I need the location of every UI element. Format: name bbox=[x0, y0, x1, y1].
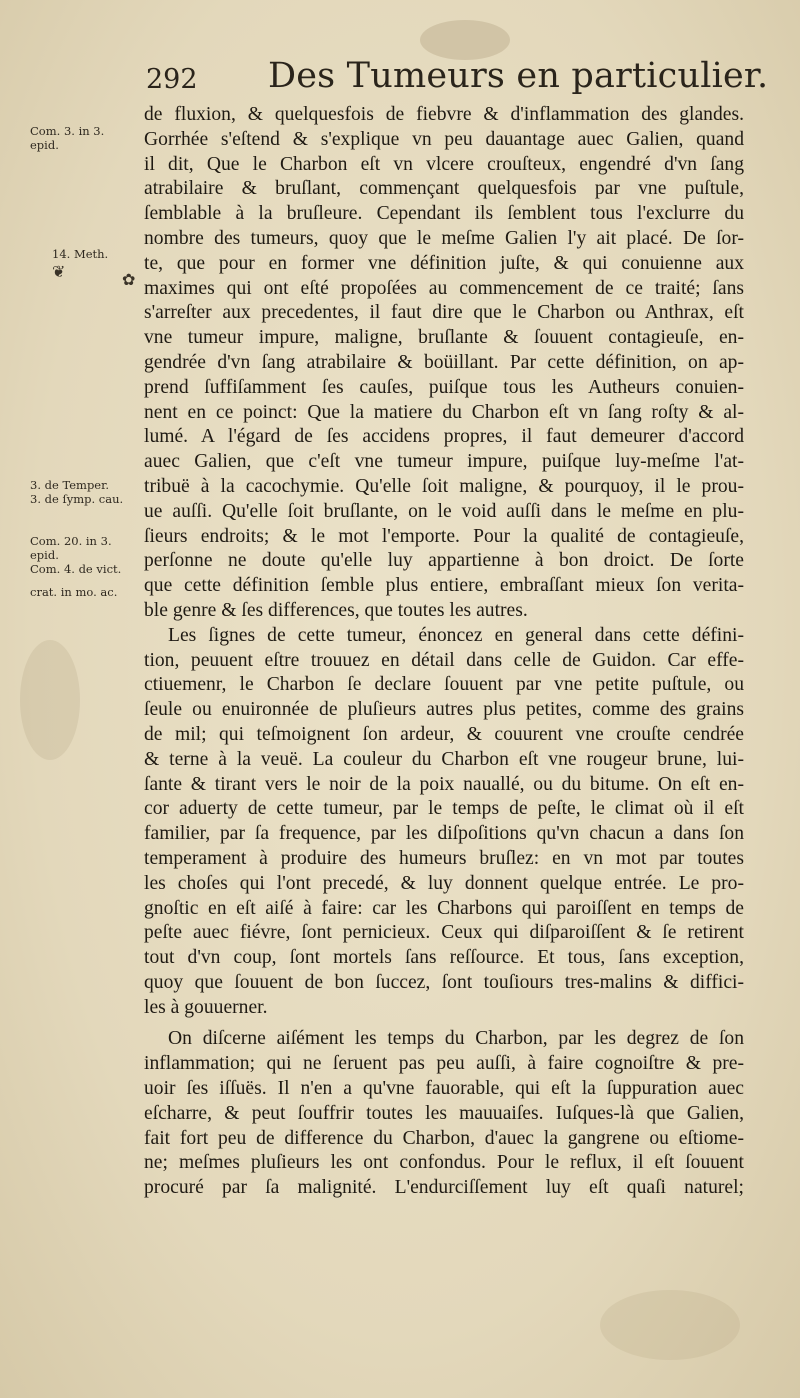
text-line: nent en ce poinct: Que la matiere du Charbon eſt vn ſang roſty & al- bbox=[144, 401, 744, 423]
text-line: atrabilaire & bruſlant, commençant quelquesfois par vne puſtule, bbox=[144, 178, 744, 200]
text-line: fait fort peu de difference du Charbon, d'auec la gangrene ou eſtiome- bbox=[144, 1127, 744, 1149]
text-line: te, que pour en former vne définition juſte, & qui conuienne aux bbox=[144, 252, 744, 274]
text-line: s'arreſter aux precedentes, il faut dire que le Charbon ou Anthrax, eſt bbox=[144, 302, 744, 324]
text-line: gnoſtic en eſt aiſé à faire: car les Charbons qui paroiſſent en temps de bbox=[144, 897, 744, 919]
paper-stain bbox=[20, 640, 80, 760]
margin-note: crat. in mo. ac. bbox=[30, 585, 118, 599]
text-line: familier, par ſa frequence, par les diſpoſitions qu'vn chacun a dans ſon bbox=[144, 823, 744, 845]
text-line: peſte auec fiévre, ſont pernicieux. Ceux qui diſparoiſſent & ſe retirent bbox=[144, 922, 744, 944]
text-line: nombre des tumeurs, quoy que le meſme Galien l'y ait placé. De ſor- bbox=[144, 227, 744, 249]
margin-note: Com. 3. in 3. bbox=[30, 124, 105, 138]
text-line: quoy que ſouuent de bon ſuccez, ſont touſiours tres-malins & diffici- bbox=[144, 971, 744, 993]
paper-stain bbox=[420, 20, 510, 60]
margin-note: 14. Meth. bbox=[52, 247, 109, 261]
text-line: il dit, Que le Charbon eſt vn vlcere crouſteux, engendré d'vn ſang bbox=[144, 153, 744, 175]
margin-note: Com. 4. de vict. bbox=[30, 562, 122, 576]
text-line: les choſes qui l'ont precedé, & luy donnent quelque entrée. Le pro- bbox=[144, 872, 744, 894]
margin-note: epid. bbox=[30, 138, 59, 152]
page-number: 292 bbox=[146, 64, 198, 95]
text-line: perſonne ne doute qu'elle luy appartienne à bon droict. De ſorte bbox=[144, 550, 744, 572]
text-line: Les ſignes de cette tumeur, énoncez en general dans cette défini- bbox=[168, 624, 744, 646]
running-title: Des Tumeurs en particulier. bbox=[268, 56, 769, 96]
text-line: que cette définition ſemble plus entiere, embraſſant mieux ſon verita- bbox=[144, 575, 744, 597]
text-line: tion, peuuent eſtre trouuez en détail dans celle de Guidon. Car effe- bbox=[144, 649, 744, 671]
margin-note: 3. de ſymp. cau. bbox=[30, 492, 124, 506]
text-line: maximes qui ont eſté propoſées au commencement de ce traité; ſans bbox=[144, 277, 744, 299]
text-line: ſemblable à la bruſleure. Cependant ils ſemblent tous l'exclurre du bbox=[144, 203, 744, 225]
text-line: ctiuemenr, le Charbon ſe declare ſouuent par vne petite puſtule, ou bbox=[144, 674, 744, 696]
margin-note: epid. bbox=[30, 548, 59, 562]
text-line: de mil; qui teſmoignent ſon ardeur, & couurent vne crouſte cendrée bbox=[144, 723, 744, 745]
text-line: cor aduerty de cette tumeur, par le temps de peſte, le climat où il eſt bbox=[144, 798, 744, 820]
ornament-mark: ✿ bbox=[122, 270, 136, 289]
text-line: procuré par ſa malignité. L'endurciſſement luy eſt quaſi naturel; bbox=[144, 1177, 744, 1199]
text-line: eſcharre, & peut ſouffrir toutes les mauuaiſes. Iuſques-là que Galien, bbox=[144, 1102, 744, 1124]
text-line: prend ſuffiſamment ſes cauſes, puiſque tous les Autheurs conuien- bbox=[144, 376, 744, 398]
text-line: gendrée d'vn ſang atrabilaire & boüillant. Par cette définition, on ap- bbox=[144, 351, 744, 373]
text-line: ſeule ou enuironnée de pluſieurs autres plus petites, comme des grains bbox=[144, 699, 744, 721]
text-line: ſieurs endroits; & le mot l'emporte. Pour la qualité de contagieuſe, bbox=[144, 525, 744, 547]
text-line: tout d'vn coup, ſont mortels ſans reſſource. Et tous, ſans exception, bbox=[144, 947, 744, 969]
margin-note: Com. 20. in 3. bbox=[30, 534, 112, 548]
text-line: lumé. A l'égard de ſes accidens propres, il faut demeurer d'accord bbox=[144, 426, 744, 448]
text-line: Gorrhée s'eſtend & s'explique vn peu dauantage auec Galien, quand bbox=[144, 128, 744, 150]
ornament-mark: ❦ bbox=[52, 262, 66, 281]
text-line: de fluxion, & quelquesfois de fiebvre & d'inflammation des glandes. bbox=[144, 104, 744, 125]
text-line: ne; meſmes pluſieurs les ont confondus. Pour le reflux, il eſt ſouuent bbox=[144, 1152, 744, 1174]
paper-stain bbox=[600, 1290, 740, 1360]
margin-note: 3. de Temper. bbox=[30, 478, 109, 492]
text-line: tribuë à la cacochymie. Qu'elle ſoit maligne, & pourquoy, il le prou- bbox=[144, 475, 744, 497]
text-line: ſante & tirant vers le noir de la poix nauallé, ou du bitume. On eſt en- bbox=[144, 773, 744, 795]
text-line: inflammation; qui ne ſeruent pas peu auſſi, à faire cognoiſtre & pre- bbox=[144, 1053, 744, 1075]
text-line: auec Galien, que c'eſt vne tumeur impure, puiſque luy-meſme l'at- bbox=[144, 451, 744, 473]
text-line: les à gouuerner. bbox=[144, 996, 268, 1018]
text-line: ble genre & ſes differences, que toutes les autres. bbox=[144, 599, 528, 621]
text-line: On diſcerne aiſément les temps du Charbon, par les degrez de ſon bbox=[168, 1028, 744, 1050]
body-text bbox=[144, 103, 744, 1201]
text-line: uoir ſes iſſuës. Il n'en a qu'vne fauorable, qui eſt la ſuppuration auec bbox=[144, 1078, 744, 1100]
text-line: & terne à la veuë. La couleur du Charbon eſt vne rougeur brune, lui- bbox=[144, 748, 744, 770]
text-line: vne tumeur impure, maligne, bruſlante & ſouuent contagieuſe, en- bbox=[144, 327, 744, 349]
text-line: ue auſſi. Qu'elle ſoit bruſlante, on le void auſſi dans le meſme en plu- bbox=[144, 500, 744, 522]
text-line: temperament à produire des humeurs bruſlez: en vn mot par toutes bbox=[144, 847, 744, 869]
